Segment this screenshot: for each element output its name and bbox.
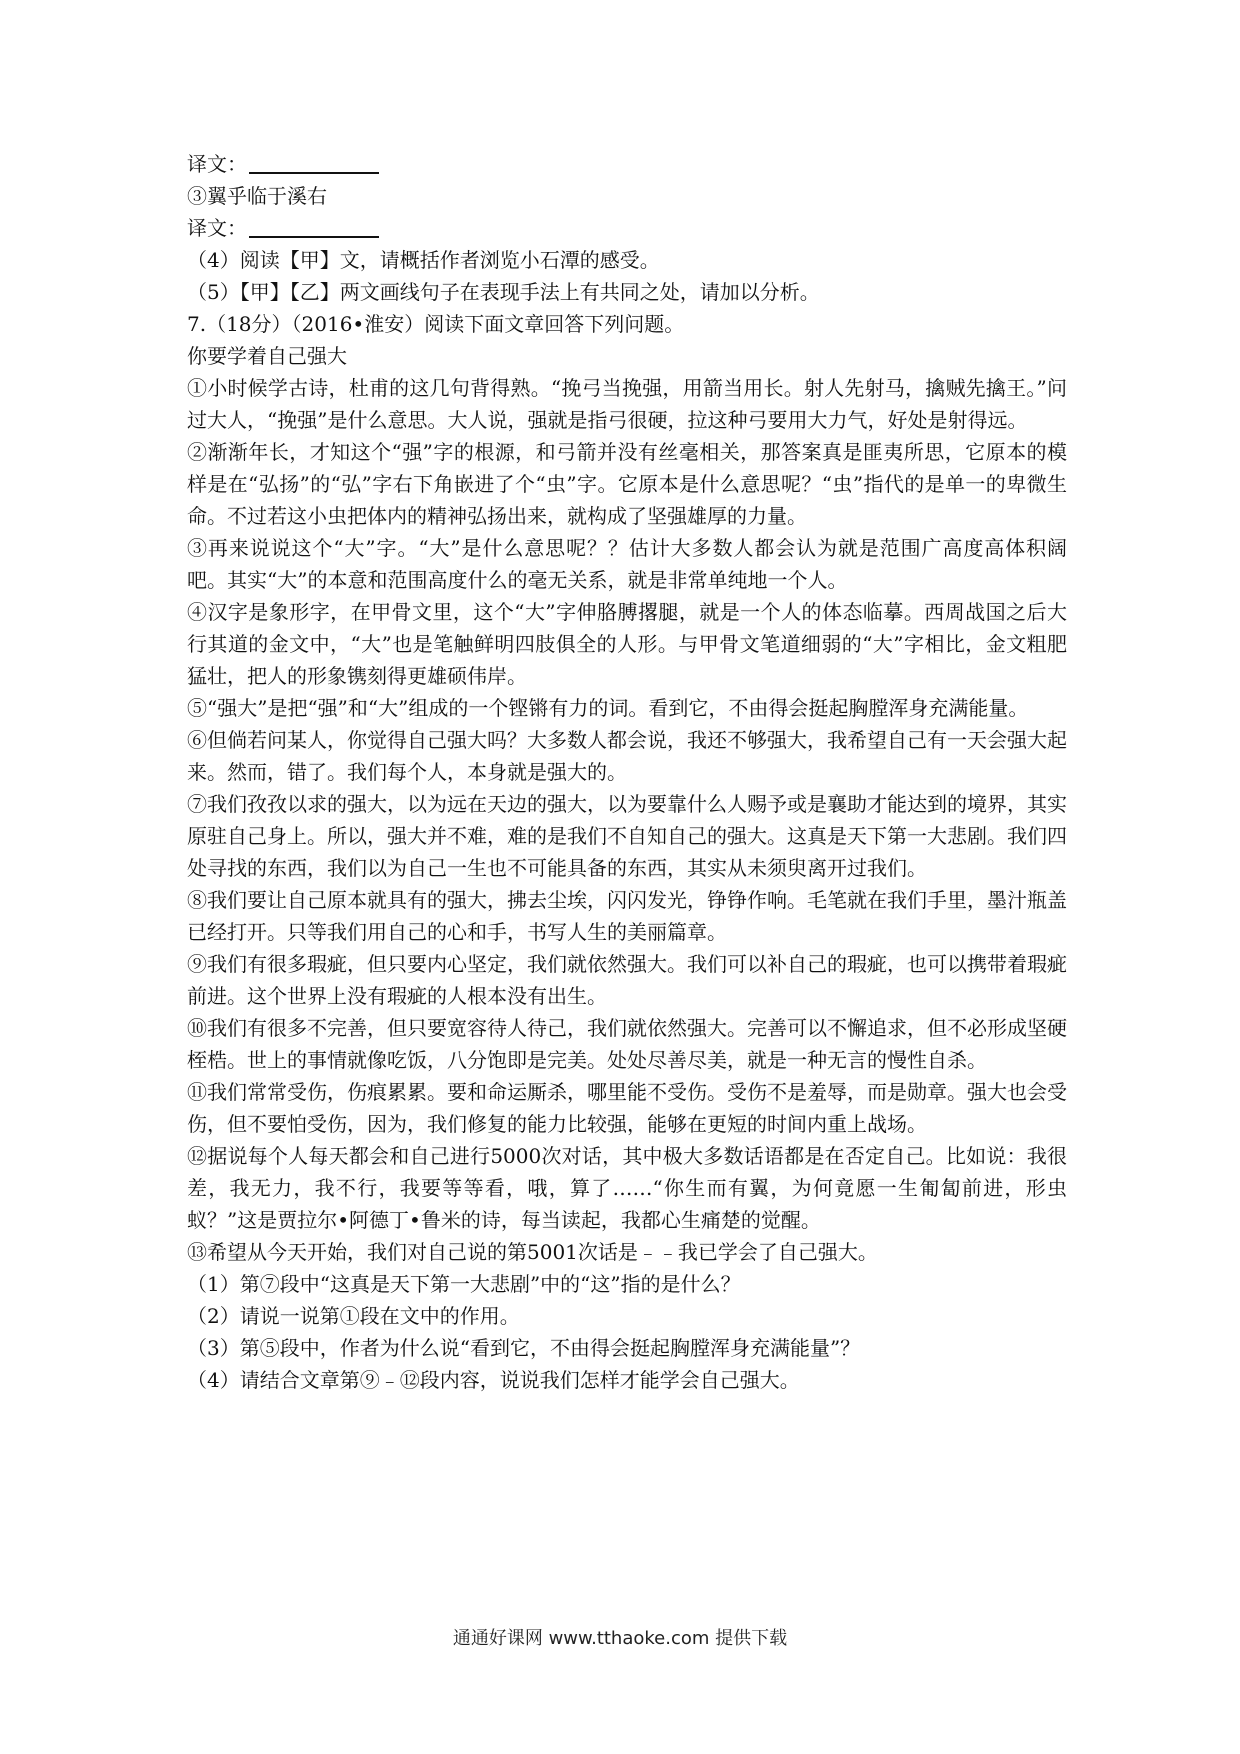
answer-blank bbox=[249, 150, 379, 174]
question-item: （4）请结合文章第⑨﹣⑫段内容，说说我们怎样才能学会自己强大。 bbox=[187, 1368, 800, 1392]
answer-blank bbox=[249, 214, 379, 238]
translation-label: 译文： bbox=[187, 152, 247, 176]
article-title: 你要学着自己强大 bbox=[187, 344, 347, 368]
question-5: （5）【甲】【乙】两文画线句子在表现手法上有共同之处，请加以分析。 bbox=[187, 280, 820, 304]
paragraph-7: ⑦我们孜孜以求的强大，以为远在天边的强大，以为要靠什么人赐予或是襄助才能达到的境界，其实原驻自己身上。所以，强大并不难，难的是我们不自知自己的强大。这真是天下第一大悲剧。我们四处寻找的东西，我们以为自己一生也不可能具备的东西，其实从未须臾离开过我们。 bbox=[187, 792, 1067, 880]
paragraph-11: ⑪我们常常受伤，伤痕累累。要和命运厮杀，哪里能不受伤。受伤不是羞辱，而是勋章。强大也会受伤，但不要怕受伤，因为，我们修复的能力比较强，能够在更短的时间内重上战场。 bbox=[187, 1080, 1067, 1136]
item-3: ③翼乎临于溪右 bbox=[187, 184, 327, 208]
translation-line-2 bbox=[187, 212, 1067, 244]
page-footer: 通通好课网 www.tthaoke.com 提供下载 bbox=[452, 1628, 788, 1649]
paragraph-5: ⑤“强大”是把“强”和“大”组成的一个铿锵有力的词。看到它，不由得会挺起胸膛浑身充满能量。 bbox=[187, 696, 1029, 720]
section-heading: 7.（18分）（2016•淮安）阅读下面文章回答下列问题。 bbox=[187, 312, 685, 336]
translation-line-1 bbox=[187, 148, 1067, 180]
question-item: （3）第⑤段中，作者为什么说“看到它，不由得会挺起胸膛浑身充满能量”？ bbox=[187, 1336, 861, 1360]
paragraph-3: ③再来说说这个“大”字。“大”是什么意思呢？？估计大多数人都会认为就是范围广高度高体积阔吧。其实“大”的本意和范围高度什么的毫无关系，就是非常单纯地一个人。 bbox=[187, 536, 1067, 592]
paragraph-12: ⑫据说每个人每天都会和自己进行5000次对话，其中极大多数话语都是在否定自己。比如说：我很差，我无力，我不行，我要等等看，哦，算了……“你生而有翼，为何竟愿一生匍匐前进，形虫蚁？”这是贾拉尔•阿德丁•鲁米的诗，每当读起，我都心生痛楚的觉醒。 bbox=[187, 1144, 1067, 1232]
paragraph-9: ⑨我们有很多瑕疵，但只要内心坚定，我们就依然强大。我们可以补自己的瑕疵，也可以携带着瑕疵前进。这个世界上没有瑕疵的人根本没有出生。 bbox=[187, 952, 1067, 1008]
paragraph-2: ②渐渐年长，才知这个“强”字的根源，和弓箭并没有丝毫相关，那答案真是匪夷所思，它原本的模样是在“弘扬”的“弘”字右下角嵌进了个“虫”字。它原本是什么意思呢？“虫”指代的是单一的卑微生命。不过若这小虫把体内的精神弘扬出来，就构成了坚强雄厚的力量。 bbox=[187, 440, 1067, 528]
paragraph-8: ⑧我们要让自己原本就具有的强大，拂去尘埃，闪闪发光，铮铮作响。毛笔就在我们手里，墨汁瓶盖已经打开。只等我们用自己的心和手，书写人生的美丽篇章。 bbox=[187, 888, 1067, 944]
paragraph-4: ④汉字是象形字，在甲骨文里，这个“大”字伸胳膊撂腿，就是一个人的体态临摹。西周战国之后大行其道的金文中，“大”也是笔触鲜明四肢俱全的人形。与甲骨文笔道细弱的“大”字相比，金文粗肥猛壮，把人的形象镌刻得更雄硕伟岸。 bbox=[187, 600, 1067, 688]
paragraph-6: ⑥但倘若问某人，你觉得自己强大吗？大多数人都会说，我还不够强大，我希望自己有一天会强大起来。然而，错了。我们每个人，本身就是强大的。 bbox=[187, 728, 1067, 784]
translation-label: 译文： bbox=[187, 216, 247, 240]
document-body bbox=[187, 148, 1067, 1396]
question-item: （2）请说一说第①段在文中的作用。 bbox=[187, 1304, 520, 1328]
paragraph-10: ⑩我们有很多不完善，但只要宽容待人待己，我们就依然强大。完善可以不懈追求，但不必形成坚硬桎梏。世上的事情就像吃饭，八分饱即是完美。处处尽善尽美，就是一种无言的慢性自杀。 bbox=[187, 1016, 1067, 1072]
paragraph-1: ①小时候学古诗，杜甫的这几句背得熟。“挽弓当挽强，用箭当用长。射人先射马，擒贼先擒王。”问过大人，“挽强”是什么意思。大人说，强就是指弓很硬，拉这种弓要用大力气，好处是射得远。 bbox=[187, 376, 1067, 432]
question-item: （1）第⑦段中“这真是天下第一大悲剧”中的“这”指的是什么？ bbox=[187, 1272, 741, 1296]
paragraph-13: ⑬希望从今天开始，我们对自己说的第5001次话是﹣﹣我已学会了自己强大。 bbox=[187, 1240, 878, 1264]
question-4: （4）阅读【甲】文，请概括作者浏览小石潭的感受。 bbox=[187, 248, 660, 272]
